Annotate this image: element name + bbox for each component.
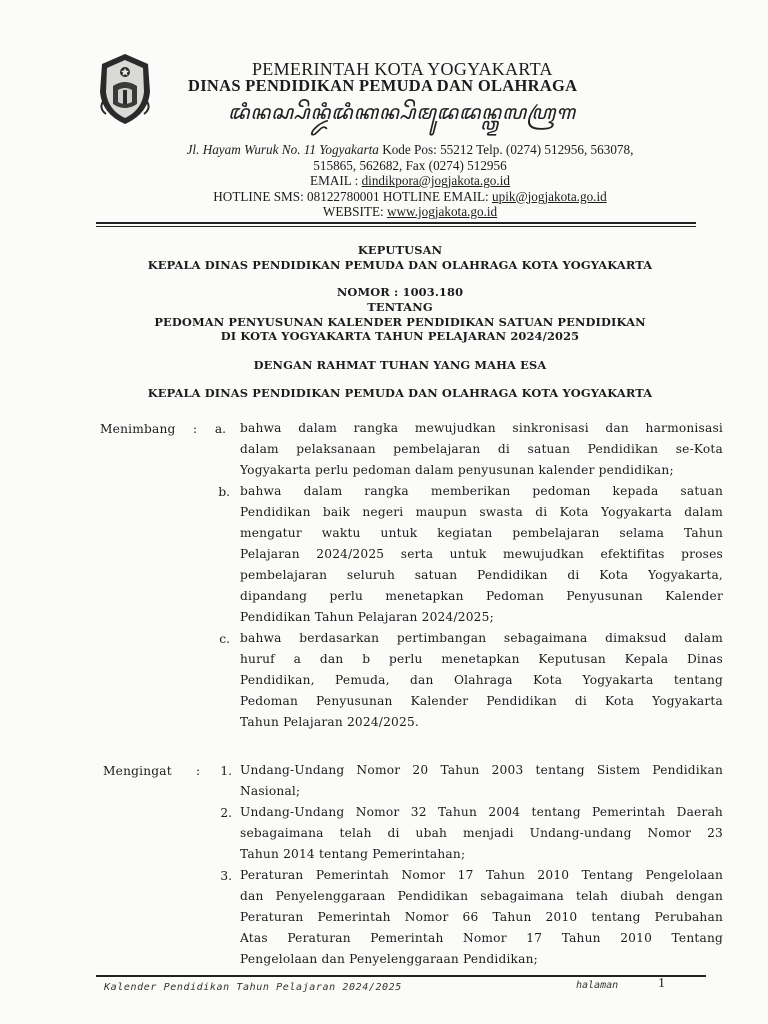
text-line: Nasional; <box>240 784 301 798</box>
hotline-label: HOTLINE SMS: 08122780001 HOTLINE EMAIL: <box>213 188 493 204</box>
footer-document-title: Kalender Pendidikan Tahun Pelajaran 2024/2025 <box>104 982 402 993</box>
text-line: huruf a dan b perlu menetapkan Keputusan Kepala Dinas <box>240 652 723 666</box>
text-line: Undang-Undang Nomor 20 Tahun 2003 tentang Sistem Pendidikan <box>240 763 723 777</box>
text-line: dalam pelaksanaan pembelajaran di satuan Pendidikan se-Kota <box>240 442 723 456</box>
text-line: Pengelolaan dan Penyelenggaraan Pendidikan; <box>240 952 538 966</box>
text-line: Pedoman Penyusunan Kalender Pendidikan di Kota Yogyakarta <box>240 694 723 708</box>
postal-phone: Kode Pos: 55212 Telp. (0274) 512956, 563078, <box>378 142 634 157</box>
text-line: bahwa berdasarkan pertimbangan sebagaimana dimaksud dalam <box>240 631 723 645</box>
decree-authority: KEPALA DINAS PENDIDIKAN PEMUDA DAN OLAHRAGA KOTA YOGYAKARTA <box>147 386 653 400</box>
hotline-email-link[interactable]: upik@jogjakota.go.id <box>492 188 607 204</box>
email-label: EMAIL : <box>310 173 362 188</box>
letterhead-javanese-script: ꦢꦶꦤꦱ꧀ꦥꦼꦤ꧀ꦢꦶꦢꦶꦏꦤ꧀ꦥꦼꦩꦸꦢꦢꦤ꧀ꦎꦭꦲꦿꦒ <box>228 102 576 124</box>
text-line: Atas Peraturan Pemerintah Nomor 17 Tahun 2010 Tentang <box>240 931 723 945</box>
text-line: Pelajaran 2024/2025 serta untuk mewujudkan efektifitas proses <box>240 547 723 561</box>
footer-page-number: 1 <box>658 976 665 991</box>
decree-tentang: TENTANG <box>367 300 433 314</box>
website-label: WEBSITE: <box>322 204 387 219</box>
text-line: mengatur waktu untuk kegiatan pembelajaran selama Tahun <box>240 526 723 540</box>
mengingat-colon: : <box>196 764 201 778</box>
hotline-line <box>110 189 710 205</box>
menimbang-marker-a: a. <box>214 422 226 436</box>
text-line: Pendidikan, Pemuda, dan Olahraga Kota Yogyakarta tentang <box>240 673 723 687</box>
menimbang-marker-c: c. <box>219 632 230 646</box>
menimbang-colon: : <box>193 422 198 436</box>
text-line: Tahun Pelajaran 2024/2025. <box>240 715 419 729</box>
email-link[interactable]: dindikpora@jogjakota.go.id <box>361 173 510 188</box>
decree-number: NOMOR : 1003.180 <box>336 285 464 299</box>
mengingat-item-1 <box>240 760 723 802</box>
text-line: Pendidikan baik negeri maupun swasta di Kota Yogyakarta dalam <box>240 505 723 519</box>
phone-fax-line: 515865, 562682, Fax (0274) 512956 <box>313 157 507 173</box>
menimbang-item-c <box>240 628 723 733</box>
letterhead-agency: DINAS PENDIDIKAN PEMUDA DAN OLAHRAGA <box>188 76 578 95</box>
menimbang-marker-b: b. <box>218 485 230 499</box>
decree-subject-line-1: PEDOMAN PENYUSUNAN KALENDER PENDIDIKAN SATUAN PENDIDIKAN <box>154 315 646 329</box>
mengingat-label: Mengingat <box>103 764 172 778</box>
text-line: dipandang perlu menetapkan Pedoman Penyusunan Kalender <box>240 589 723 603</box>
footer-page-label: halaman <box>576 980 619 991</box>
address-line <box>110 142 710 158</box>
text-line: dan Penyelenggaraan Pendidikan sebagaimana telah diubah dengan <box>240 889 723 903</box>
yogyakarta-crest-icon <box>94 52 156 126</box>
text-line: Peraturan Pemerintah Nomor 17 Tahun 2010 Tentang Pengelolaan <box>240 868 723 882</box>
decree-issuer: KEPALA DINAS PENDIDIKAN PEMUDA DAN OLAHRAGA KOTA YOGYAKARTA <box>147 258 653 272</box>
letterhead-contact <box>110 142 710 220</box>
letterhead-divider-thick <box>96 222 696 224</box>
text-line: Peraturan Pemerintah Nomor 66 Tahun 2010 tentang Perubahan <box>240 910 723 924</box>
text-line: sebagaimana telah di ubah menjadi Undang-undang Nomor 23 <box>240 826 723 840</box>
letterhead-government: PEMERINTAH KOTA YOGYAKARTA <box>252 59 553 79</box>
street-address: Jl. Hayam Wuruk No. 11 Yogyakarta <box>186 142 379 157</box>
text-line: Yogyakarta perlu pedoman dalam penyusunan kalender pendidikan; <box>240 463 674 477</box>
decree-invocation: DENGAN RAHMAT TUHAN YANG MAHA ESA <box>253 358 547 372</box>
menimbang-item-b <box>240 481 723 628</box>
letterhead-divider-thin <box>96 226 696 227</box>
text-line: Tahun 2014 tentang Pemerintahan; <box>240 847 466 861</box>
email-line <box>110 173 710 189</box>
text-line: Undang-Undang Nomor 32 Tahun 2004 tentang Pemerintah Daerah <box>240 805 723 819</box>
mengingat-marker-1: 1. <box>220 764 232 778</box>
mengingat-item-2 <box>240 802 723 865</box>
website-link[interactable]: www.jogjakota.go.id <box>386 204 498 219</box>
text-line: bahwa dalam rangka memberikan pedoman kepada satuan <box>240 484 723 498</box>
footer-divider <box>96 975 706 977</box>
decree-subject-line-2: DI KOTA YOGYAKARTA TAHUN PELAJARAN 2024/2025 <box>220 329 580 343</box>
menimbang-label: Menimbang <box>100 422 176 436</box>
mengingat-marker-2: 2. <box>220 806 232 820</box>
text-line: pembelajaran seluruh satuan Pendidikan di Kota Yogyakarta, <box>240 568 723 582</box>
text-line: bahwa dalam rangka mewujudkan sinkronisasi dan harmonisasi <box>240 421 723 435</box>
mengingat-marker-3: 3. <box>220 869 232 883</box>
mengingat-item-3 <box>240 865 723 970</box>
decree-heading: KEPUTUSAN <box>357 243 443 257</box>
menimbang-item-a <box>240 418 723 481</box>
text-line: Pendidikan Tahun Pelajaran 2024/2025; <box>240 610 494 624</box>
website-line <box>110 204 710 220</box>
